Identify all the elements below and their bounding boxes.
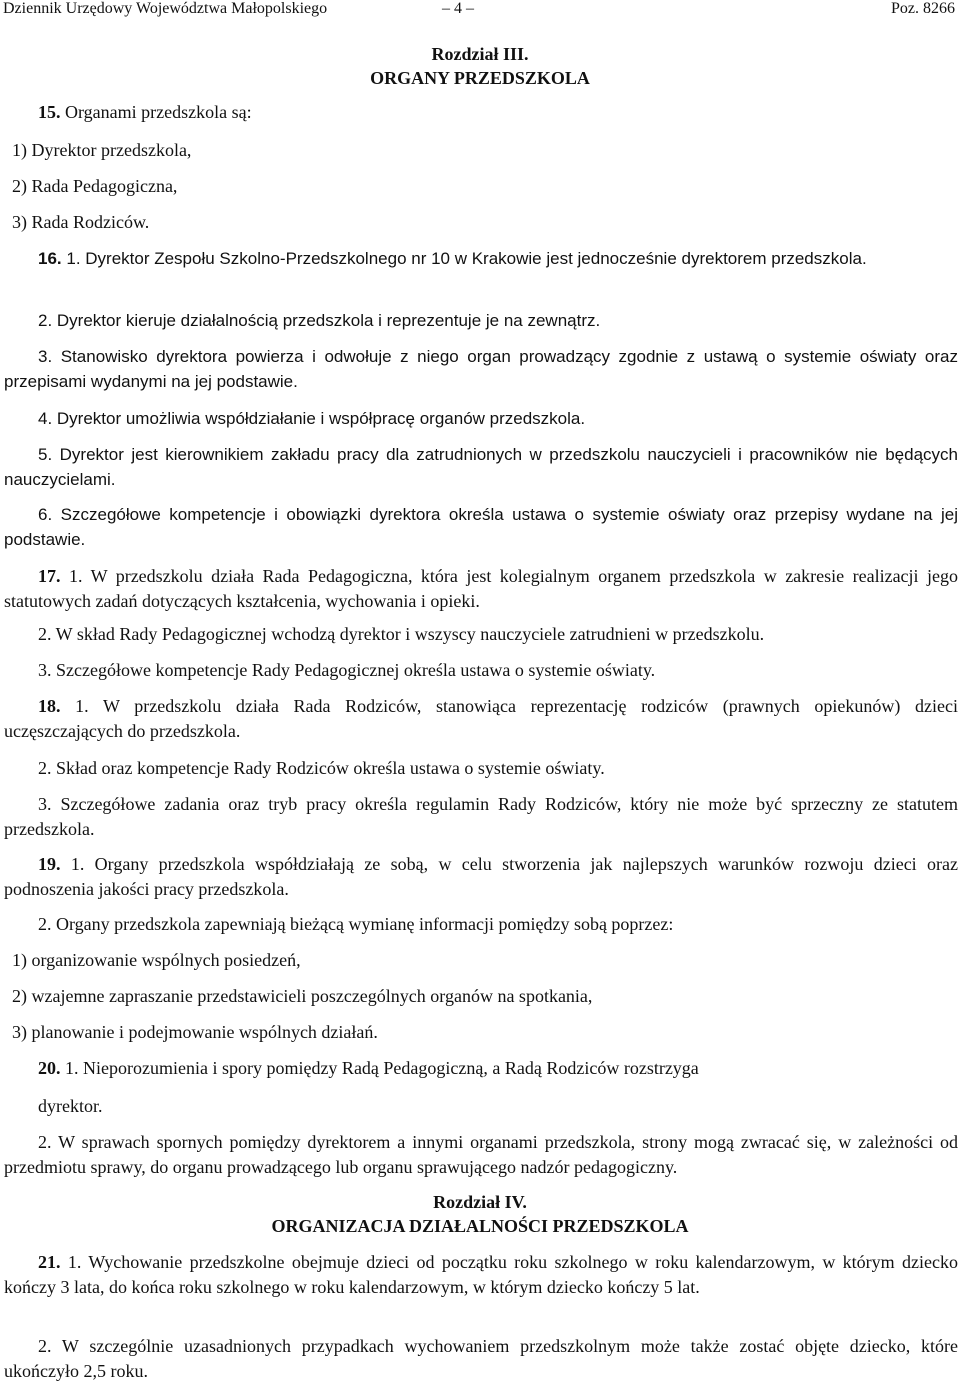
s19-item-3: 3) planowanie i podejmowanie wspólnych działań. — [12, 1022, 378, 1042]
section-18-p1-text: 1. W przedszkolu działa Rada Rodziców, stanowiąca reprezentację rodziców (prawnych opiekunów) dzieci uczęszczających do przedszkola. — [4, 696, 958, 741]
section-16-paragraph-1 — [4, 246, 958, 271]
section-number: 21. — [38, 1252, 61, 1272]
section-number: 17. — [38, 566, 61, 586]
section-17-paragraph-1 — [4, 564, 958, 614]
page-header — [0, 0, 960, 18]
section-21-paragraph-2: 2. W szczególnie uzasadnionych przypadkach wychowaniem przedszkolnym może także zostać objęte dziecko, które ukończyło 2,5 roku. — [4, 1336, 958, 1381]
section-16-paragraph-3: 3. Stanowisko dyrektora powierza i odwołuje z niego organ prowadzący zgodnie z ustawą o systemie oświaty oraz przepisami wydanymi na jej podstawie. — [4, 347, 958, 391]
section-18-paragraph-1 — [4, 694, 958, 744]
s15-item-1: 1) Dyrektor przedszkola, — [12, 140, 192, 160]
section-number: 18. — [38, 696, 61, 716]
section-19-p1-text: 1. Organy przedszkola współdziałają ze sobą, w celu stworzenia jak najlepszych warunków rozwoju dzieci oraz podnoszenia jakości pracy przedszkola. — [4, 854, 958, 899]
section-16-paragraph-4: 4. Dyrektor umożliwia współdziałanie i współpracę organów przedszkola. — [38, 409, 586, 428]
s15-item-3: 3) Rada Rodziców. — [12, 212, 150, 232]
section-16-paragraph-5: 5. Dyrektor jest kierownikiem zakładu pracy dla zatrudnionych w przedszkolu nauczycieli i pracowników nie będących nauczycielami. — [4, 445, 958, 489]
section-17-p1-text: 1. W przedszkolu działa Rada Pedagogiczna, która jest kolegialnym organem przedszkola w zakresie realizacji jego statutowych zadań dotyczących kształcenia, wychowania i opieki. — [4, 566, 958, 611]
section-16-p1-text: 1. Dyrektor Zespołu Szkolno-Przedszkolnego nr 10 w Krakowie jest jednocześnie dyrektorem przedszkola. — [61, 249, 867, 268]
s19-item-2: 2) wzajemne zapraszanie przedstawicieli poszczególnych organów na spotkania, — [12, 986, 593, 1006]
section-number: 15. — [38, 102, 61, 122]
chapter-3-number: Rozdział III. — [431, 44, 529, 64]
section-18-paragraph-3: 3. Szczegółowe zadania oraz tryb pracy określa regulamin Rady Rodziców, który nie może być sprzeczny ze statutem przedszkola. — [4, 794, 958, 839]
section-number: 19. — [38, 854, 61, 874]
position-number: Poz. 8266 — [891, 0, 955, 17]
section-17-paragraph-3: 3. Szczegółowe kompetencje Rady Pedagogicznej określa ustawa o systemie oświaty. — [38, 660, 656, 680]
section-20-paragraph-2: 2. W sprawach spornych pomiędzy dyrektorem a innymi organami przedszkola, strony mogą zwracać się, w zależności od przedmiotu sprawy, do organu prowadzącego lub organu sprawującego nadzór pedagogiczny. — [4, 1132, 958, 1177]
section-19-paragraph-1 — [4, 852, 958, 902]
journal-title: Dziennik Urzędowy Województwa Małopolskiego — [3, 0, 328, 17]
section-21-p1-text: 1. Wychowanie przedszkolne obejmuje dzieci od początku roku szkolnego w roku kalendarzowym, w którym dziecko kończy 3 lata, do końca roku szkolnego w roku kalendarzowym, w którym dziecko kończy 5 lat. — [4, 1252, 958, 1297]
section-20-paragraph-1-continued: dyrektor. — [38, 1096, 103, 1116]
s15-item-2: 2) Rada Pedagogiczna, — [12, 176, 178, 196]
section-15-text: Organami przedszkola są: — [60, 102, 252, 122]
chapter-4-number: Rozdział IV. — [433, 1192, 527, 1212]
section-16-paragraph-6: 6. Szczegółowe kompetencje i obowiązki dyrektora określa ustawa o systemie oświaty oraz przepisy wydane na jej podstawie. — [4, 505, 958, 549]
section-20-paragraph-1 — [4, 1056, 958, 1081]
page-number: – 4 – — [442, 0, 474, 17]
section-18-paragraph-2: 2. Skład oraz kompetencje Rady Rodziców określa ustawa o systemie oświaty. — [38, 758, 605, 778]
section-20-p1-text: 1. Nieporozumienia i spory pomiędzy Radą Pedagogiczną, a Radą Rodziców rozstrzyga — [60, 1058, 699, 1078]
section-16-paragraph-2: 2. Dyrektor kieruje działalnością przedszkola i reprezentuje je na zewnątrz. — [38, 311, 601, 330]
section-21-paragraph-1 — [4, 1250, 958, 1300]
section-19-paragraph-2: 2. Organy przedszkola zapewniają bieżącą wymianę informacji pomiędzy sobą poprzez: — [38, 914, 674, 934]
s19-item-1: 1) organizowanie wspólnych posiedzeń, — [12, 950, 301, 970]
section-17-paragraph-2: 2. W skład Rady Pedagogicznej wchodzą dyrektor i wszyscy nauczyciele zatrudnieni w przedszkolu. — [38, 624, 765, 644]
chapter-3-title: ORGANY PRZEDSZKOLA — [370, 68, 590, 88]
chapter-4-title: ORGANIZACJA DZIAŁALNOŚCI PRZEDSZKOLA — [271, 1216, 689, 1236]
section-15 — [4, 100, 958, 125]
section-number: 16. — [38, 249, 62, 268]
section-number: 20. — [38, 1058, 61, 1078]
